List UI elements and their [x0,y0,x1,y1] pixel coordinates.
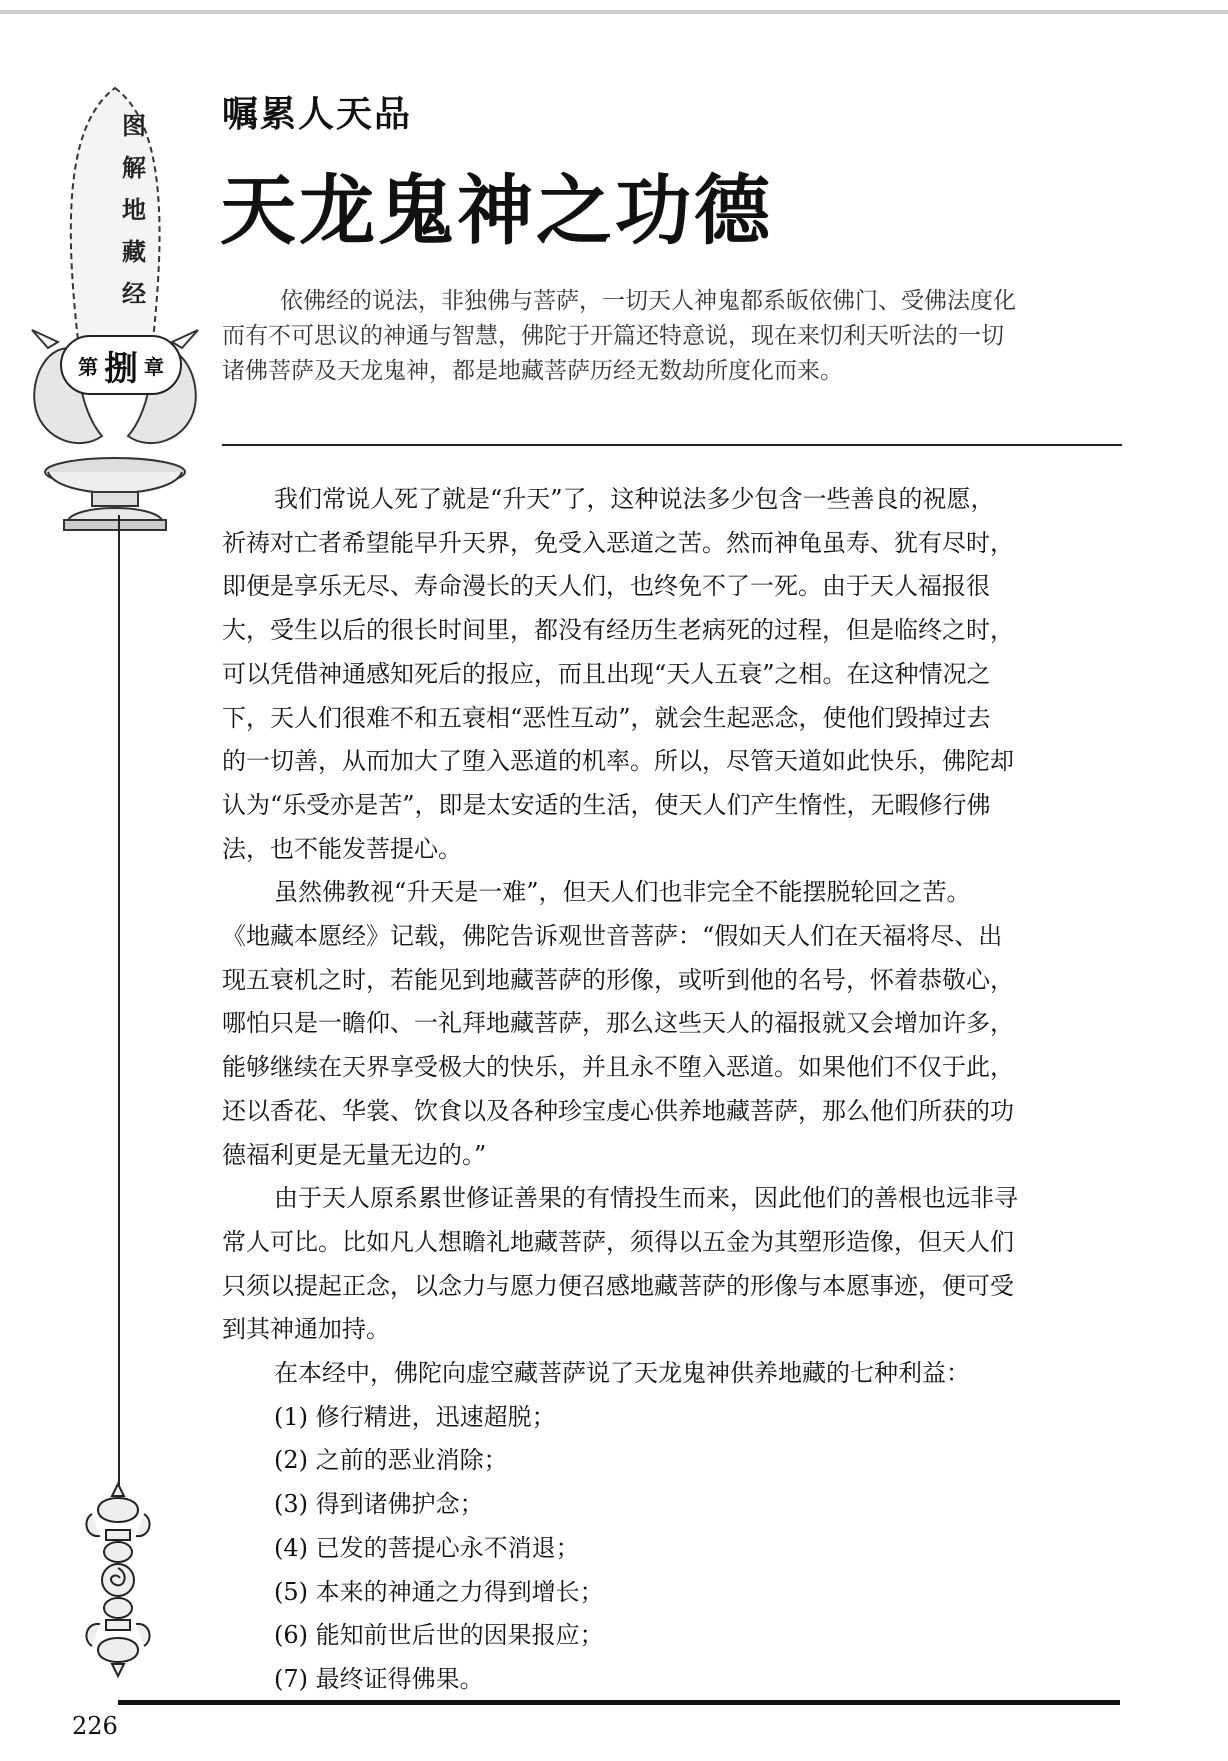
body-line: (6) 能知前世后世的因果报应； [274,1621,604,1650]
body-line: 法，也不能发菩提心。 [222,834,462,863]
intro-line: 而有不可思议的神通与智慧，佛陀于开篇还特意说，现在来忉利天听法的一切 [222,323,1004,349]
body-line: 能够继续在天界享受极大的快乐，并且永不堕入恶道。如果他们不仅于此， [222,1053,1014,1082]
body-line: (1) 修行精进，迅速超脱； [274,1402,556,1431]
body-text [222,478,1122,1702]
chapter-badge [60,335,182,395]
body-line: 祈祷对亡者希望能早升天界，免受入恶道之苦。然而神龟虽寿、犹有尽时， [222,528,1014,557]
body-line: 的一切善，从而加大了堕入恶道的机率。所以，尽管天道如此快乐，佛陀却 [222,747,1014,776]
intro-paragraph [222,284,1122,389]
margin-line [118,515,120,1485]
chapter-number: 捌 [104,348,138,389]
intro-line: 诸佛菩萨及天龙鬼神，都是地藏菩萨历经无数劫所度化而来。 [222,358,843,384]
body-line: (4) 已发的菩提心永不消退； [274,1533,580,1562]
lotus-petal-frame-icon [18,80,208,540]
side-char-4: 藏 [122,238,146,266]
body-line: 德福利更是无量无边的。” [222,1140,487,1169]
side-char-1: 图 [122,112,146,140]
side-char-2: 解 [122,154,146,182]
side-char-5: 经 [122,280,146,308]
body-line: 常人可比。比如凡人想瞻礼地藏菩萨，须得以五金为其塑形造像，但天人们 [222,1227,1014,1256]
bottom-rule [118,1700,1120,1705]
chapter-prefix: 第 [78,354,98,379]
body-line: 虽然佛教视“升天是一难”，但天人们也非完全不能摆脱轮回之苦。 [274,878,971,907]
body-line: 在本经中，佛陀向虚空藏菩萨说了天龙鬼神供养地藏的七种利益： [274,1359,970,1388]
body-line: 认为“乐受亦是苦”，即是太安适的生活，使天人们产生惰性，无暇修行佛 [222,790,991,819]
page-number: 226 [72,1712,118,1740]
body-line: 下，天人们很难不和五衰相“恶性互动”，就会生起恶念，使他们毁掉过去 [222,703,991,732]
body-line: (3) 得到诸佛护念； [274,1490,484,1519]
page-title: 天龙鬼神之功德 [220,166,773,255]
body-line: 大，受生以后的很长时间里，都没有经历生老病死的过程，但是临终之时， [222,616,1014,645]
body-line: 现五衰机之时，若能见到地藏菩萨的形像，或听到他的名号，怀着恭敬心， [222,965,1014,994]
body-line: 到其神通加持。 [222,1315,390,1344]
chapter-suffix: 章 [144,354,164,379]
body-line: 即便是享乐无尽、寿命漫长的天人们，也终免不了一死。由于天人福报很 [222,572,990,601]
top-rule [0,10,1228,14]
body-line: 可以凭借神通感知死后的报应，而且出现“天人五衰”之相。在这种情况之 [222,659,991,688]
body-line: 哪怕只是一瞻仰、一礼拜地藏菩萨，那么这些天人的福报就又会增加许多， [222,1009,1014,1038]
body-line: 《地藏本愿经》记载，佛陀告诉观世音菩萨：“假如天人们在天福将尽、出 [222,922,1003,951]
chapter-ornament [18,80,208,540]
body-line: 我们常说人死了就是“升天”了，这种说法多少包含一些善良的祝愿， [274,485,995,513]
body-line: (5) 本来的神通之力得到增长； [274,1577,604,1606]
section-subtitle: 嘱累人天品 [222,94,413,135]
side-char-3: 地 [122,196,146,224]
body-line: (2) 之前的恶业消除； [274,1446,508,1475]
body-line: 还以香花、华裳、饮食以及各种珍宝虔心供养地藏菩萨，那么他们所获的功 [222,1096,1014,1125]
body-line: (7) 最终证得佛果。 [274,1664,484,1693]
body-line: 由于天人原系累世修证善果的有情投生而来，因此他们的善根也远非寻 [274,1184,1018,1213]
section-divider [222,444,1122,446]
body-line: 只须以提起正念，以念力与愿力便召感地藏菩萨的形像与本愿事迹，便可受 [222,1271,1014,1300]
vajra-icon [78,1480,158,1680]
intro-line: 依佛经的说法，非独佛与菩萨，一切天人神鬼都系皈依佛门、受佛法度化 [280,288,1016,314]
